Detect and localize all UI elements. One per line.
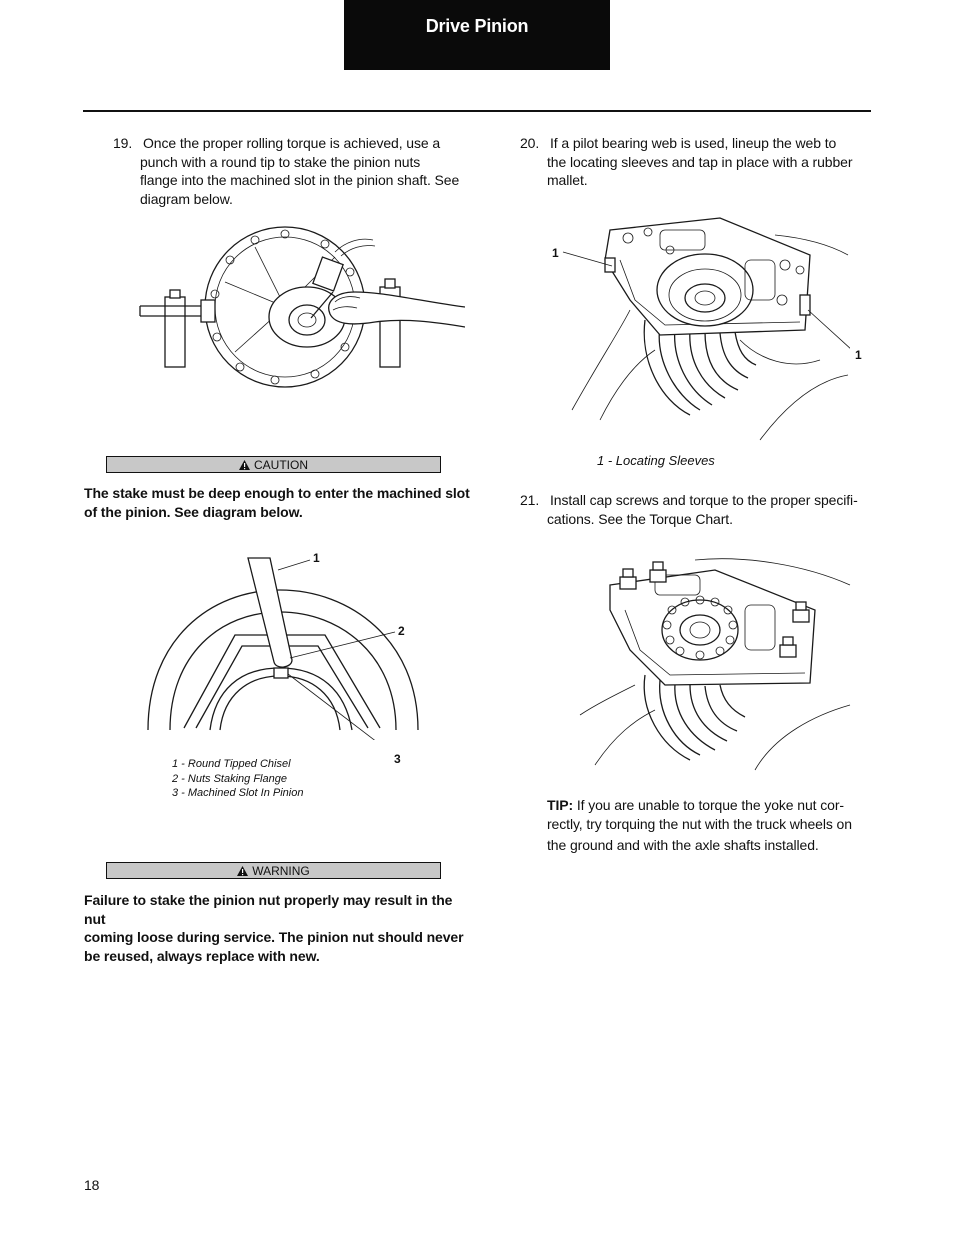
legend-item: 3 - Machined Slot In Pinion <box>172 787 304 799</box>
step-number: 20. <box>520 135 540 151</box>
staking-legend <box>172 757 372 801</box>
callout-1: 1 <box>552 246 559 260</box>
page-number: 18 <box>84 1177 100 1193</box>
cap-screw-illustration <box>575 555 855 775</box>
tip-line: If you are unable to torque the yoke nut cor- <box>573 797 844 813</box>
warning-banner <box>106 862 441 879</box>
step-text-line: Once the proper rolling torque is achieved, use a <box>143 135 441 151</box>
callout-2: 2 <box>398 624 405 638</box>
warning-triangle-icon <box>239 458 250 475</box>
tip-label: TIP: <box>547 797 574 813</box>
callout-3: 3 <box>394 752 401 766</box>
staking-detail-diagram <box>140 550 440 740</box>
pilot-bearing-web-illustration <box>560 210 850 445</box>
step-19 <box>113 134 473 208</box>
warning-text <box>84 891 476 965</box>
warning-triangle-icon <box>237 864 248 881</box>
warning-label: WARNING <box>252 864 310 878</box>
caution-line: The stake must be deep enough to enter the machined slot <box>84 485 470 501</box>
step-text-line: If a pilot bearing web is used, lineup the web to <box>550 135 837 151</box>
step-21 <box>520 491 880 528</box>
caution-line: of the pinion. See diagram below. <box>84 503 303 520</box>
step-text-line: punch with a round tip to stake the pinion nuts <box>140 153 421 170</box>
legend-item: 2 - Nuts Staking Flange <box>172 772 287 785</box>
tip-line: the ground and with the axle shafts installed. <box>547 837 819 853</box>
step-number: 19. <box>113 135 133 151</box>
page-title: Drive Pinion <box>425 16 529 36</box>
caution-text <box>84 484 474 521</box>
callout-1: 1 <box>855 348 862 362</box>
pilot-legend: 1 - Locating Sleeves <box>597 453 715 468</box>
step-text-line: flange into the machined slot in the pinion shaft. See <box>140 172 460 188</box>
step-text-line: mallet. <box>547 172 588 188</box>
tip-line: rectly, try torquing the nut with the truck wheels on <box>547 815 852 832</box>
legend-item: 1 - Round Tipped Chisel <box>172 758 291 770</box>
header-rule <box>83 110 871 112</box>
caution-banner <box>106 456 441 473</box>
warning-line: Failure to stake the pinion nut properly may result in the nut <box>84 892 453 927</box>
callout-1: 1 <box>313 551 320 565</box>
step-text-line: diagram below. <box>140 190 233 207</box>
warning-line: be reused, always replace with new. <box>84 947 320 964</box>
warning-line: coming loose during service. The pinion nut should never <box>84 929 464 945</box>
caution-label: CAUTION <box>254 458 308 472</box>
step-text-line: Install cap screws and torque to the proper specifi- <box>550 492 858 508</box>
step-text-line: the locating sleeves and tap in place with a rubber <box>547 153 853 170</box>
tip <box>547 796 877 855</box>
step-text-line: cations. See the Torque Chart. <box>547 510 733 527</box>
step-20 <box>520 134 880 190</box>
step-number: 21. <box>520 492 540 508</box>
staking-illustration <box>135 222 465 392</box>
